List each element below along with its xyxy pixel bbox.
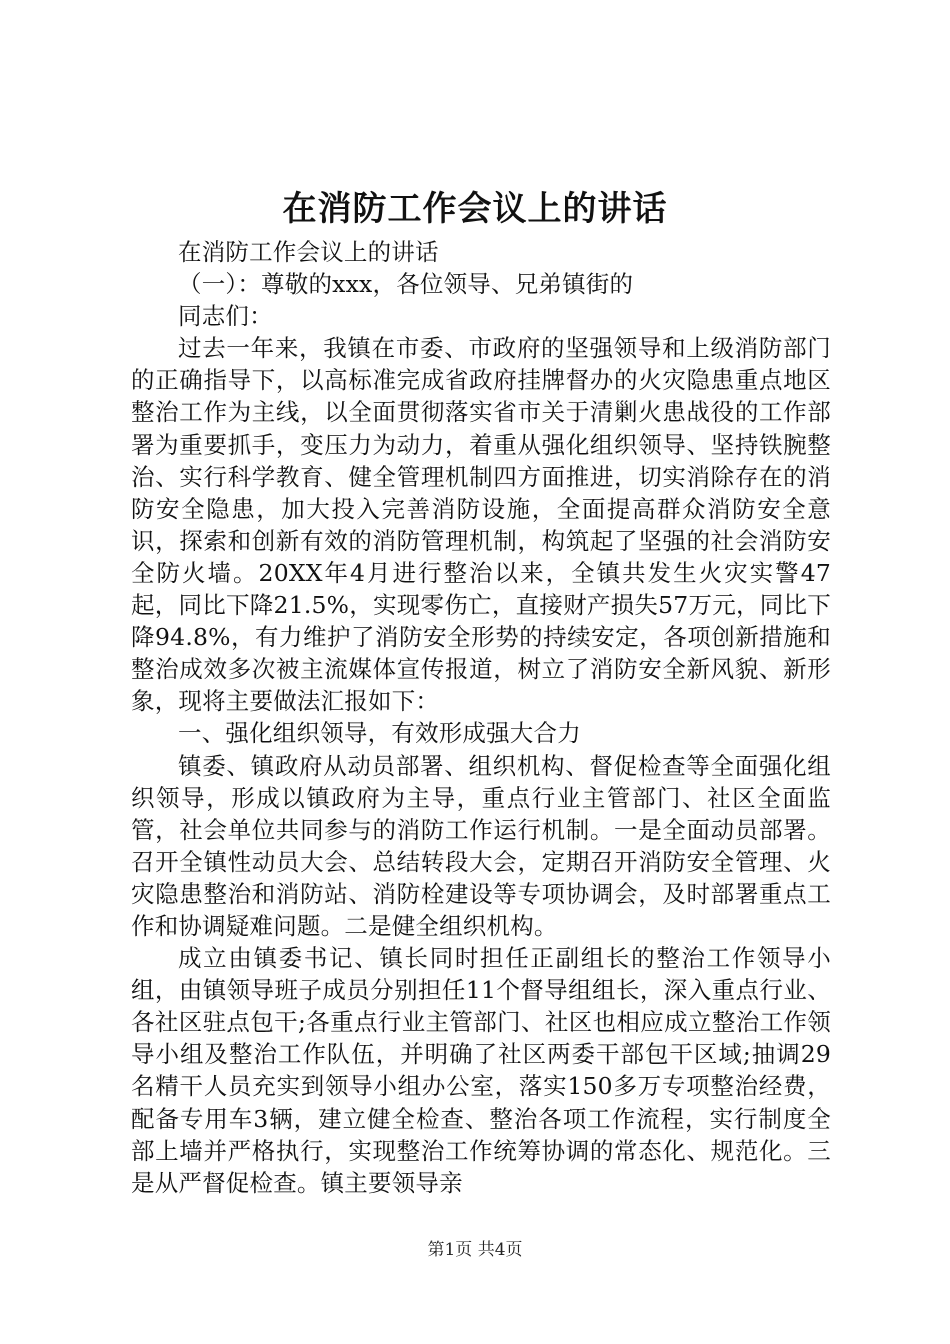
paragraph-salutation-2: 同志们： <box>178 302 273 331</box>
document-body <box>131 236 831 1199</box>
paragraph-intro: 过去一年来，我镇在市委、市政府的坚强领导和上级消防部门的正确指导下，以高标准完成省政府挂牌督办的火灾隐患重点地区整治工作为主线，以全面贯彻落实省市关于清剿火患战役的工作部署为重要抓手，变压力为动力，着重从强化组织领导、坚持铁腕整治、实行科学教育、健全管理机制四方面推进，切实消除存在的消防安全隐患，加大投入完善消防设施，全面提高群众消防安全意识，探索和创新有效的消防管理机制，构筑起了坚强的社会消防安全防火墙。20XX年4月进行整治以来，全镇共发生火灾实警47起，同比下降21.5%，实现零伤亡，直接财产损失57万元，同比下降94.8%，有力维护了消防安全形势的持续安定，各项创新措施和整治成效多次被主流媒体宣传报道，树立了消防安全新风貌、新形象，现将主要做法汇报如下： <box>131 334 831 716</box>
paragraph-salutation-1: （一）：尊敬的xxx，各位领导、兄弟镇街的 <box>178 270 634 299</box>
page-footer: 第1页 共4页 <box>427 1240 523 1260</box>
paragraph-section-1a: 镇委、镇政府从动员部署、组织机构、督促检查等全面强化组织领导，形成以镇政府为主导，重点行业主管部门、社区全面监管，社会单位共同参与的消防工作运行机制。一是全面动员部署。召开全镇性动员大会、总结转段大会，定期召开消防安全管理、火灾隐患整治和消防站、消防栓建设等专项协调会，及时部署重点工作和协调疑难问题。二是健全组织机构。 <box>131 751 831 940</box>
document-title: 在消防工作会议上的讲话 <box>282 189 668 229</box>
section-heading-1: 一、强化组织领导，有效形成强大合力 <box>178 719 581 748</box>
paragraph-section-1b: 成立由镇委书记、镇长同时担任正副组长的整治工作领导小组，由镇领导班子成员分别担任11个督导组组长，深入重点行业、各社区驻点包干;各重点行业主管部门、社区也相应成立整治工作领导小组及整治工作队伍，并明确了社区两委干部包干区域;抽调29名精干人员充实到领导小组办公室，落实150多万专项整治经费，配备专用车3辆，建立健全检查、整治各项工作流程，实行制度全部上墙并严格执行，实现整治工作统筹协调的常态化、规范化。三是从严督促检查。镇主要领导亲 <box>131 944 831 1197</box>
paragraph-subtitle: 在消防工作会议上的讲话 <box>178 238 439 266</box>
